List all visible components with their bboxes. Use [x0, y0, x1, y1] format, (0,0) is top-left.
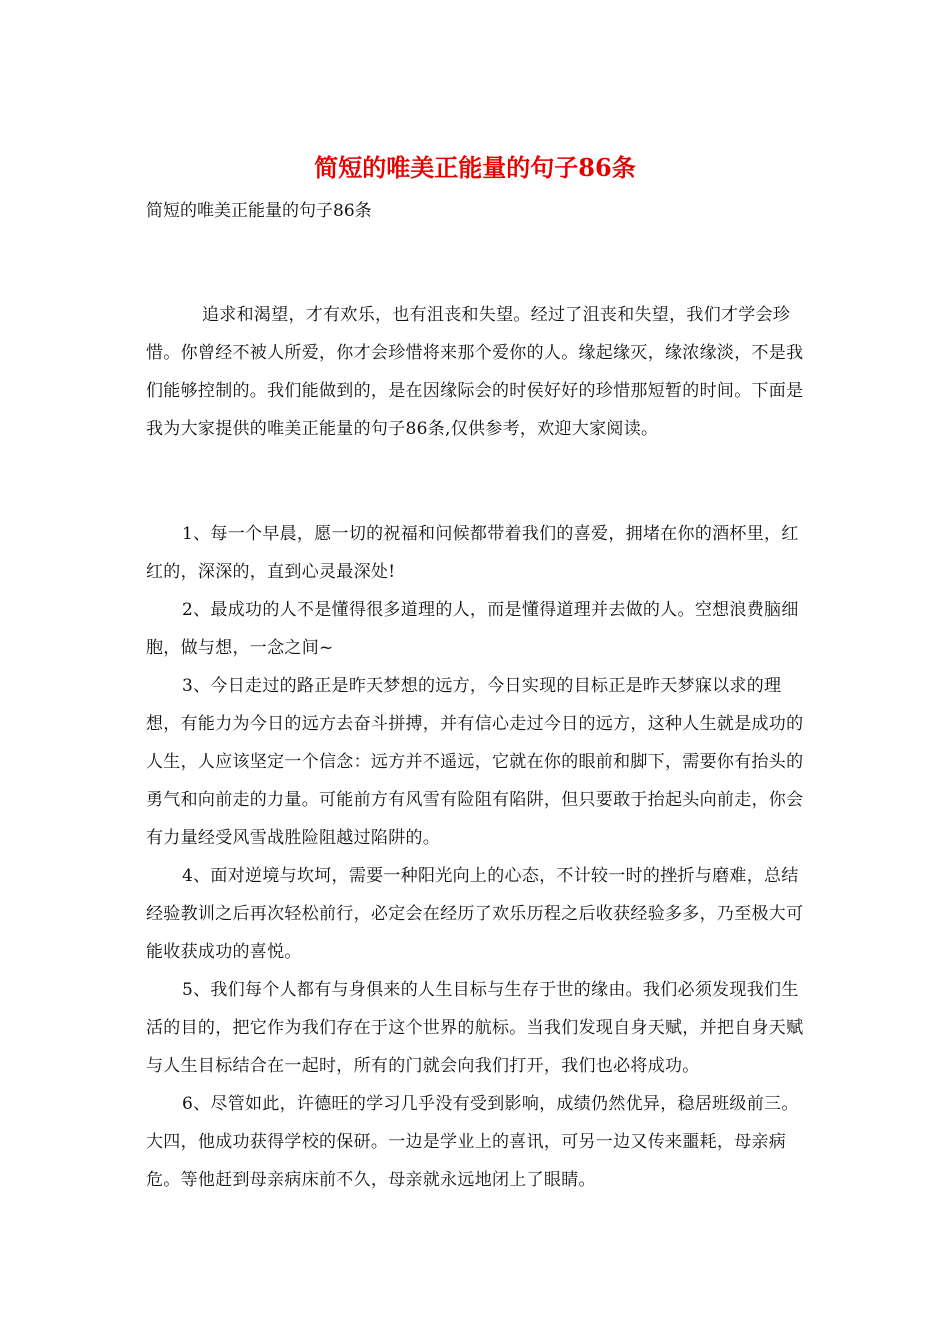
list-item: 3、今日走过的路正是昨天梦想的远方，今日实现的目标正是昨天梦寐以求的理想，有能力为今日的远方去奋斗拼搏，并有信心走过今日的远方，这种人生就是成功的人生，人应该坚定一个信念：远方并不遥远，它就在你的眼前和脚下，需要你有抬头的勇气和向前走的力量。可能前方有风雪有险阻有陷阱，但只要敢于抬起头向前走，你会有力量经受风雪战胜险阻越过陷阱的。 [146, 676, 804, 848]
list-item: 5、我们每个人都有与身俱来的人生目标与生存于世的缘由。我们必须发现我们生活的目的，把它作为我们存在于这个世界的航标。当我们发现自身天赋，并把自身天赋与人生目标结合在一起时，所有的门就会向我们打开，我们也必将成功。 [146, 980, 804, 1076]
list-item: 4、面对逆境与坎坷，需要一种阳光向上的心态，不计较一时的挫折与磨难，总结经验教训之后再次轻松前行，必定会在经历了欢乐历程之后收获经验多多，乃至极大可能收获成功的喜悦。 [146, 866, 804, 962]
quote-list [146, 515, 806, 1199]
list-item: 2、最成功的人不是懂得很多道理的人，而是懂得道理并去做的人。空想浪费脑细胞，做与想，一念之间~ [146, 600, 799, 658]
intro-paragraph: 追求和渴望，才有欢乐，也有沮丧和失望。经过了沮丧和失望，我们才学会珍惜。你曾经不被人所爱，你才会珍惜将来那个爱你的人。缘起缘灭，缘浓缘淡，不是我们能够控制的。我们能做到的，是在因缘际会的时侯好好的珍惜那短暂的时间。下面是我为大家提供的唯美正能量的句子86条,仅供参考，欢迎大家阅读。 [146, 305, 804, 439]
list-item: 1、每一个早晨，愿一切的祝福和问候都带着我们的喜爱，拥堵在你的酒杯里，红红的，深深的，直到心灵最深处! [146, 524, 799, 582]
list-item: 6、尽管如此，许德旺的学习几乎没有受到影响，成绩仍然优异，稳居班级前三。大四，他成功获得学校的保研。一边是学业上的喜讯，可另一边又传来噩耗，母亲病危。等他赶到母亲病床前不久，母亲就永远地闭上了眼睛。 [146, 1094, 799, 1190]
document-subtitle: 简短的唯美正能量的句子86条 [146, 201, 372, 221]
document-title: 简短的唯美正能量的句子86条 [314, 153, 636, 182]
